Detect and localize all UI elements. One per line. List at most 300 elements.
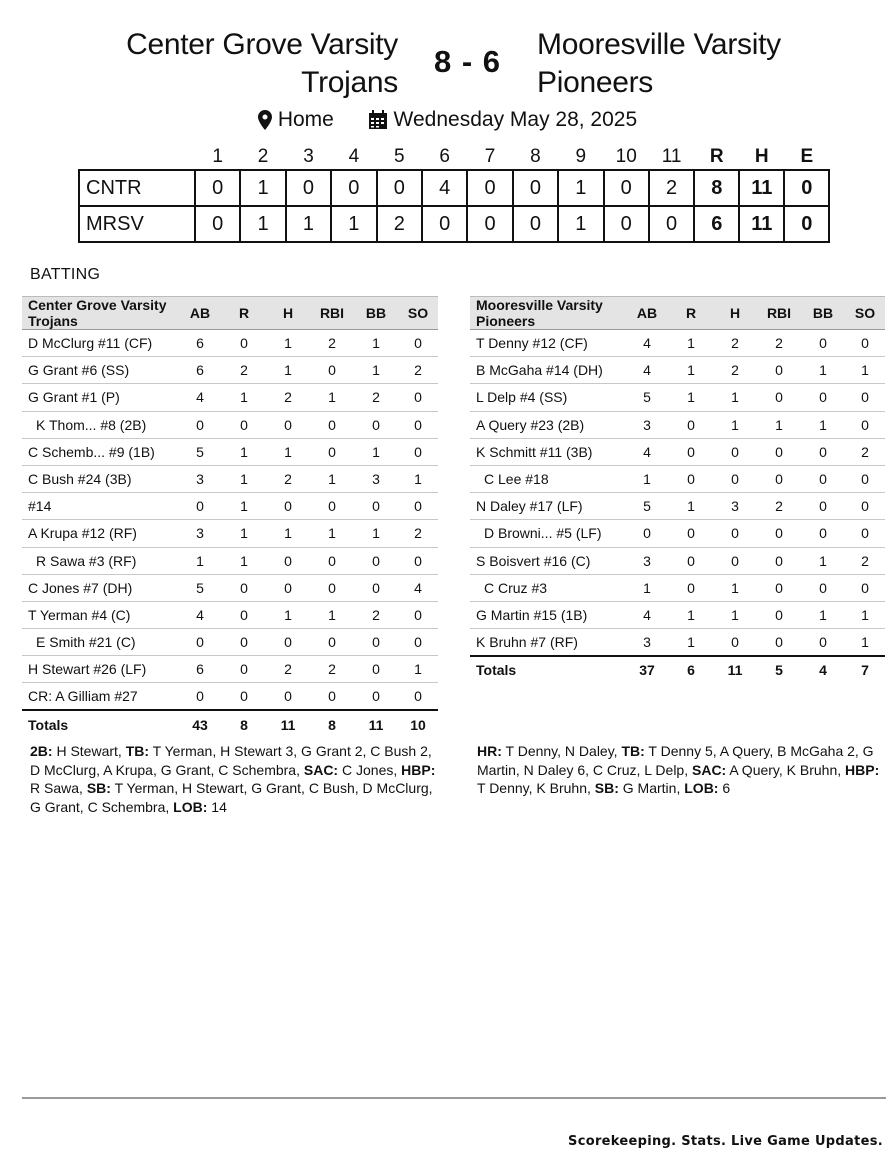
- total-value: 8: [222, 710, 266, 738]
- stat-value: 0: [398, 629, 438, 656]
- stat-value: 3: [354, 465, 398, 492]
- stat-value: 4: [625, 438, 669, 465]
- stat-value: 0: [266, 683, 310, 710]
- stat-value: 0: [669, 547, 713, 574]
- stat-value: 0: [669, 574, 713, 601]
- stat-value: 0: [178, 493, 222, 520]
- batter-name: K Bruhn #7 (RF): [470, 629, 625, 656]
- stat-value: 0: [354, 411, 398, 438]
- inning-runs: 0: [331, 170, 376, 206]
- stat-value: 0: [713, 438, 757, 465]
- stat-detail: T Denny, N Daley,: [501, 743, 622, 759]
- hits-header: H: [754, 145, 769, 167]
- stat-label: SAC:: [692, 761, 727, 778]
- stat-value: 5: [625, 493, 669, 520]
- total-value: 37: [625, 656, 669, 684]
- footer-divider: [22, 1097, 886, 1099]
- stat-value: 4: [625, 357, 669, 384]
- batting-section-title: BATTING: [30, 266, 101, 283]
- batter-row: [22, 683, 438, 710]
- stat-detail: A Query, K Bruhn,: [726, 761, 846, 778]
- stat-value: 0: [222, 601, 266, 628]
- stat-value: 3: [713, 493, 757, 520]
- stat-value: 0: [713, 629, 757, 656]
- total-e: 0: [784, 170, 829, 206]
- inning-runs: 0: [649, 206, 694, 242]
- inning-runs: 1: [240, 206, 285, 242]
- stat-value: 0: [354, 656, 398, 683]
- away-batting-header: [470, 297, 885, 330]
- stat-value: 0: [845, 411, 885, 438]
- inning-runs: 1: [286, 206, 331, 242]
- home-team-line2: Trojans: [301, 66, 398, 99]
- stat-detail: 14: [207, 798, 227, 815]
- total-value: 6: [669, 656, 713, 684]
- h-header: H: [266, 297, 310, 330]
- stat-detail: T Yerman, H Stewart, G Grant, C Bush, D McClurg, G Grant, C Schembra,: [30, 780, 433, 815]
- stat-value: 1: [801, 357, 845, 384]
- linescore-header-row: [79, 144, 829, 170]
- stat-value: 1: [713, 384, 757, 411]
- stat-value: 0: [757, 601, 801, 628]
- stat-value: 0: [222, 629, 266, 656]
- stat-value: 1: [354, 357, 398, 384]
- stat-value: 0: [801, 520, 845, 547]
- stat-value: 0: [398, 438, 438, 465]
- stat-value: 0: [354, 683, 398, 710]
- inning-header: 2: [257, 145, 269, 167]
- total-h: 11: [739, 206, 784, 242]
- stat-value: 0: [801, 438, 845, 465]
- stat-detail: G Martin,: [618, 780, 685, 796]
- batter-name: C Lee #18: [470, 465, 625, 492]
- away-team-name: [537, 26, 781, 102]
- stat-label: SB:: [594, 780, 619, 796]
- stat-value: 0: [845, 465, 885, 492]
- stat-value: 4: [178, 384, 222, 411]
- r-header: R: [222, 297, 266, 330]
- batter-row: [22, 357, 438, 384]
- stat-value: 1: [266, 330, 310, 357]
- batter-name: A Krupa #12 (RF): [22, 520, 178, 547]
- stat-label: SB:: [86, 780, 111, 796]
- home-team-line1: Center Grove Varsity: [126, 28, 398, 61]
- stat-value: 2: [354, 384, 398, 411]
- stat-value: 0: [398, 411, 438, 438]
- stat-value: 2: [354, 601, 398, 628]
- inning-runs: 0: [286, 170, 331, 206]
- stat-value: 1: [222, 438, 266, 465]
- batter-row: [22, 601, 438, 628]
- stat-value: 0: [310, 357, 354, 384]
- stat-value: 1: [266, 520, 310, 547]
- stat-value: 2: [266, 465, 310, 492]
- stat-detail: T Yerman, H Stewart 3, G Grant 2, C Bush 2, D McClurg, A Krupa, G Grant, C Schembra,: [30, 743, 432, 778]
- stat-value: 1: [845, 357, 885, 384]
- totals-label: Totals: [470, 656, 625, 684]
- total-value: 10: [398, 710, 438, 738]
- batter-row: [22, 574, 438, 601]
- stat-value: 2: [713, 357, 757, 384]
- bb-header: BB: [801, 297, 845, 330]
- stat-value: 2: [845, 547, 885, 574]
- stat-value: 6: [178, 330, 222, 357]
- stat-value: 4: [625, 601, 669, 628]
- batter-name: T Yerman #4 (C): [22, 601, 178, 628]
- stat-value: 1: [222, 384, 266, 411]
- so-header: SO: [398, 297, 438, 330]
- linescore-table: [78, 144, 830, 243]
- batter-row: [470, 357, 885, 384]
- total-r: 6: [694, 206, 739, 242]
- stat-value: 0: [310, 629, 354, 656]
- batter-row: [22, 465, 438, 492]
- game-meta: [0, 108, 895, 136]
- stat-detail: R Sawa,: [30, 780, 87, 796]
- batter-name: E Smith #21 (C): [22, 629, 178, 656]
- stat-value: 2: [266, 384, 310, 411]
- inning-runs: 0: [604, 170, 649, 206]
- batter-name: K Schmitt #11 (3B): [470, 438, 625, 465]
- stat-value: 1: [625, 465, 669, 492]
- stat-value: 1: [310, 465, 354, 492]
- total-h: 11: [739, 170, 784, 206]
- team-abbrev: CNTR: [79, 170, 195, 206]
- stat-value: 0: [801, 574, 845, 601]
- batter-row: [22, 384, 438, 411]
- stat-value: 0: [310, 493, 354, 520]
- stat-detail: 6: [718, 780, 731, 796]
- inning-header: 1: [212, 145, 223, 167]
- batter-row: [470, 629, 885, 656]
- stat-value: 1: [354, 520, 398, 547]
- batter-name: R Sawa #3 (RF): [22, 547, 178, 574]
- stat-value: 0: [669, 438, 713, 465]
- totals-row: [22, 710, 438, 738]
- stat-value: 1: [398, 465, 438, 492]
- inning-header: 6: [439, 145, 450, 167]
- batter-name: N Daley #17 (LF): [470, 493, 625, 520]
- stat-value: 1: [266, 601, 310, 628]
- stat-value: 1: [310, 520, 354, 547]
- stat-value: 0: [310, 547, 354, 574]
- stat-value: 5: [178, 574, 222, 601]
- batter-row: [470, 520, 885, 547]
- rbi-header: RBI: [310, 297, 354, 330]
- stat-detail: T Denny 5, A Query, B McGaha 2, G Martin, N Daley 6, C Cruz, L Delp,: [477, 743, 874, 778]
- batter-name: C Jones #7 (DH): [22, 574, 178, 601]
- stat-detail: C Jones,: [338, 761, 402, 778]
- stat-value: 0: [713, 520, 757, 547]
- stat-value: 1: [845, 601, 885, 628]
- inning-runs: 0: [195, 206, 240, 242]
- batter-row: [22, 330, 438, 357]
- batter-name: T Denny #12 (CF): [470, 330, 625, 357]
- inning-runs: 1: [331, 206, 376, 242]
- footer-tagline: Scorekeeping. Stats. Live Game Updates.: [568, 1134, 883, 1149]
- stat-value: 1: [669, 357, 713, 384]
- stat-value: 0: [178, 411, 222, 438]
- total-value: 11: [266, 710, 310, 738]
- date-text: Wednesday May 28, 2025: [393, 108, 638, 131]
- errors-header: E: [800, 145, 814, 167]
- stat-value: 1: [310, 384, 354, 411]
- stat-value: 1: [669, 330, 713, 357]
- stat-label: SAC:: [303, 761, 339, 778]
- stat-value: 0: [266, 574, 310, 601]
- stat-detail: H Stewart,: [52, 743, 126, 759]
- stat-value: 0: [801, 465, 845, 492]
- stat-value: 1: [266, 438, 310, 465]
- stat-value: 1: [669, 629, 713, 656]
- stat-value: 0: [222, 330, 266, 357]
- stat-value: 3: [178, 465, 222, 492]
- total-r: 8: [694, 170, 739, 206]
- stat-value: 0: [845, 493, 885, 520]
- stat-value: 6: [178, 357, 222, 384]
- stat-value: 1: [354, 438, 398, 465]
- batter-row: [22, 656, 438, 683]
- stat-value: 0: [801, 493, 845, 520]
- stat-value: 0: [845, 574, 885, 601]
- inning-runs: 0: [513, 170, 558, 206]
- batter-name: C Bush #24 (3B): [22, 465, 178, 492]
- batter-name: D Browni... #5 (LF): [470, 520, 625, 547]
- batter-row: [22, 493, 438, 520]
- total-value: 7: [845, 656, 885, 684]
- stat-value: 2: [266, 656, 310, 683]
- stat-label: TB:: [125, 743, 150, 759]
- home-batting-notes: [30, 742, 440, 816]
- batter-row: [470, 384, 885, 411]
- stat-value: 0: [845, 384, 885, 411]
- stat-value: 0: [266, 547, 310, 574]
- home-team-name: [126, 26, 398, 102]
- stat-value: 5: [178, 438, 222, 465]
- stat-value: 0: [713, 465, 757, 492]
- stat-value: 1: [310, 601, 354, 628]
- inning-runs: 2: [377, 206, 422, 242]
- stat-value: 4: [178, 601, 222, 628]
- stat-value: 0: [266, 493, 310, 520]
- stat-value: 0: [310, 683, 354, 710]
- batter-row: [470, 330, 885, 357]
- stat-value: 1: [625, 574, 669, 601]
- stat-value: 0: [398, 547, 438, 574]
- final-score: 8 - 6: [433, 44, 502, 79]
- away-batting-table: [470, 296, 885, 684]
- total-value: 8: [310, 710, 354, 738]
- team-abbrev: MRSV: [79, 206, 195, 242]
- stat-value: 1: [222, 493, 266, 520]
- batter-row: [470, 601, 885, 628]
- stat-value: 1: [669, 384, 713, 411]
- stat-value: 0: [178, 683, 222, 710]
- date-info: [368, 108, 638, 132]
- stat-value: 0: [354, 547, 398, 574]
- stat-value: 2: [845, 438, 885, 465]
- stat-value: 1: [669, 493, 713, 520]
- stat-value: 1: [222, 547, 266, 574]
- batter-row: [22, 438, 438, 465]
- stat-label: LOB:: [173, 798, 208, 815]
- stat-value: 2: [310, 656, 354, 683]
- stat-value: 1: [801, 547, 845, 574]
- stat-value: 0: [398, 384, 438, 411]
- stat-value: 0: [845, 520, 885, 547]
- stat-value: 1: [757, 411, 801, 438]
- stat-label: HBP:: [401, 761, 436, 778]
- team-column-header: Center Grove Varsity Trojans: [22, 297, 178, 330]
- linescore-row: [79, 206, 829, 242]
- stat-value: 1: [266, 357, 310, 384]
- stat-value: 0: [398, 683, 438, 710]
- stat-value: 0: [757, 520, 801, 547]
- batter-row: [22, 520, 438, 547]
- stat-value: 1: [845, 629, 885, 656]
- inning-header: 9: [575, 145, 587, 167]
- stat-value: 0: [222, 574, 266, 601]
- stat-label: LOB:: [684, 780, 719, 796]
- stat-value: 0: [222, 683, 266, 710]
- stat-value: 4: [398, 574, 438, 601]
- inning-runs: 1: [240, 170, 285, 206]
- stat-value: 0: [669, 411, 713, 438]
- stat-value: 1: [354, 330, 398, 357]
- stat-value: 0: [757, 547, 801, 574]
- stat-value: 0: [757, 384, 801, 411]
- stat-value: 1: [398, 656, 438, 683]
- batter-row: [470, 547, 885, 574]
- inning-runs: 0: [377, 170, 422, 206]
- stat-value: 2: [757, 493, 801, 520]
- stat-value: 0: [398, 601, 438, 628]
- stat-value: 1: [713, 574, 757, 601]
- stat-value: 0: [845, 330, 885, 357]
- stat-value: 0: [266, 411, 310, 438]
- stat-label: 2B:: [30, 743, 53, 759]
- inning-header: 4: [348, 145, 360, 167]
- location-info: [258, 108, 334, 132]
- batter-row: [22, 411, 438, 438]
- stat-value: 0: [310, 438, 354, 465]
- total-value: 5: [757, 656, 801, 684]
- stat-value: 1: [801, 601, 845, 628]
- inning-header: 8: [530, 145, 541, 167]
- batter-row: [22, 547, 438, 574]
- batter-name: D McClurg #11 (CF): [22, 330, 178, 357]
- batter-name: G Grant #6 (SS): [22, 357, 178, 384]
- away-team-line1: Mooresville Varsity: [537, 28, 781, 61]
- stat-value: 1: [178, 547, 222, 574]
- stat-value: 2: [713, 330, 757, 357]
- stat-value: 5: [625, 384, 669, 411]
- team-column-header: Mooresville Varsity Pioneers: [470, 297, 625, 330]
- bb-header: BB: [354, 297, 398, 330]
- inning-runs: 0: [467, 206, 512, 242]
- stat-value: 0: [398, 330, 438, 357]
- stat-value: 1: [801, 411, 845, 438]
- inning-runs: 0: [422, 206, 467, 242]
- batter-row: [470, 411, 885, 438]
- inning-runs: 1: [558, 206, 603, 242]
- stat-value: 1: [222, 465, 266, 492]
- stat-value: 6: [178, 656, 222, 683]
- batter-name: C Schemb... #9 (1B): [22, 438, 178, 465]
- stat-label: HR:: [477, 743, 502, 759]
- totals-row: [470, 656, 885, 684]
- inning-header: 3: [303, 145, 314, 167]
- inning-header: 5: [393, 145, 405, 167]
- so-header: SO: [845, 297, 885, 330]
- batter-name: L Delp #4 (SS): [470, 384, 625, 411]
- stat-detail: T Denny, K Bruhn,: [477, 780, 595, 796]
- stat-value: 2: [310, 330, 354, 357]
- stat-value: 0: [801, 330, 845, 357]
- stat-value: 0: [354, 629, 398, 656]
- batter-name: S Boisvert #16 (C): [470, 547, 625, 574]
- stat-value: 3: [625, 629, 669, 656]
- stat-label: HBP:: [845, 761, 880, 778]
- game-header: [0, 22, 895, 102]
- inning-header: 7: [484, 145, 496, 167]
- inning-runs: 1: [558, 170, 603, 206]
- stat-value: 1: [222, 520, 266, 547]
- away-batting-notes: [477, 742, 887, 798]
- stat-value: 0: [398, 493, 438, 520]
- inning-runs: 4: [422, 170, 467, 206]
- rbi-header: RBI: [757, 297, 801, 330]
- stat-value: 3: [625, 411, 669, 438]
- stat-value: 0: [354, 574, 398, 601]
- total-value: 11: [354, 710, 398, 738]
- batter-row: [470, 493, 885, 520]
- batter-row: [470, 438, 885, 465]
- stat-value: 0: [310, 411, 354, 438]
- ab-header: AB: [625, 297, 669, 330]
- stat-label: TB:: [621, 743, 645, 759]
- batter-name: #14: [22, 493, 178, 520]
- inning-runs: 0: [195, 170, 240, 206]
- inning-runs: 0: [513, 206, 558, 242]
- batter-name: K Thom... #8 (2B): [22, 411, 178, 438]
- total-value: 11: [713, 656, 757, 684]
- stat-value: 0: [757, 357, 801, 384]
- stat-value: 2: [398, 357, 438, 384]
- batter-name: G Grant #1 (P): [22, 384, 178, 411]
- stat-value: 1: [669, 601, 713, 628]
- batter-name: CR: A Gilliam #27: [22, 683, 178, 710]
- stat-value: 0: [625, 520, 669, 547]
- batter-name: H Stewart #26 (LF): [22, 656, 178, 683]
- total-value: 4: [801, 656, 845, 684]
- stat-value: 0: [757, 629, 801, 656]
- stat-value: 0: [757, 465, 801, 492]
- stat-value: 2: [398, 520, 438, 547]
- inning-runs: 2: [649, 170, 694, 206]
- totals-label: Totals: [22, 710, 178, 738]
- stat-value: 1: [713, 601, 757, 628]
- map-pin-icon: [258, 110, 272, 130]
- away-team-line2: Pioneers: [537, 66, 654, 99]
- calendar-icon: [368, 110, 388, 130]
- inning-header: 11: [661, 145, 682, 167]
- batter-row: [470, 574, 885, 601]
- batter-name: A Query #23 (2B): [470, 411, 625, 438]
- stat-value: 0: [757, 438, 801, 465]
- stat-value: 0: [178, 629, 222, 656]
- stat-value: 0: [713, 547, 757, 574]
